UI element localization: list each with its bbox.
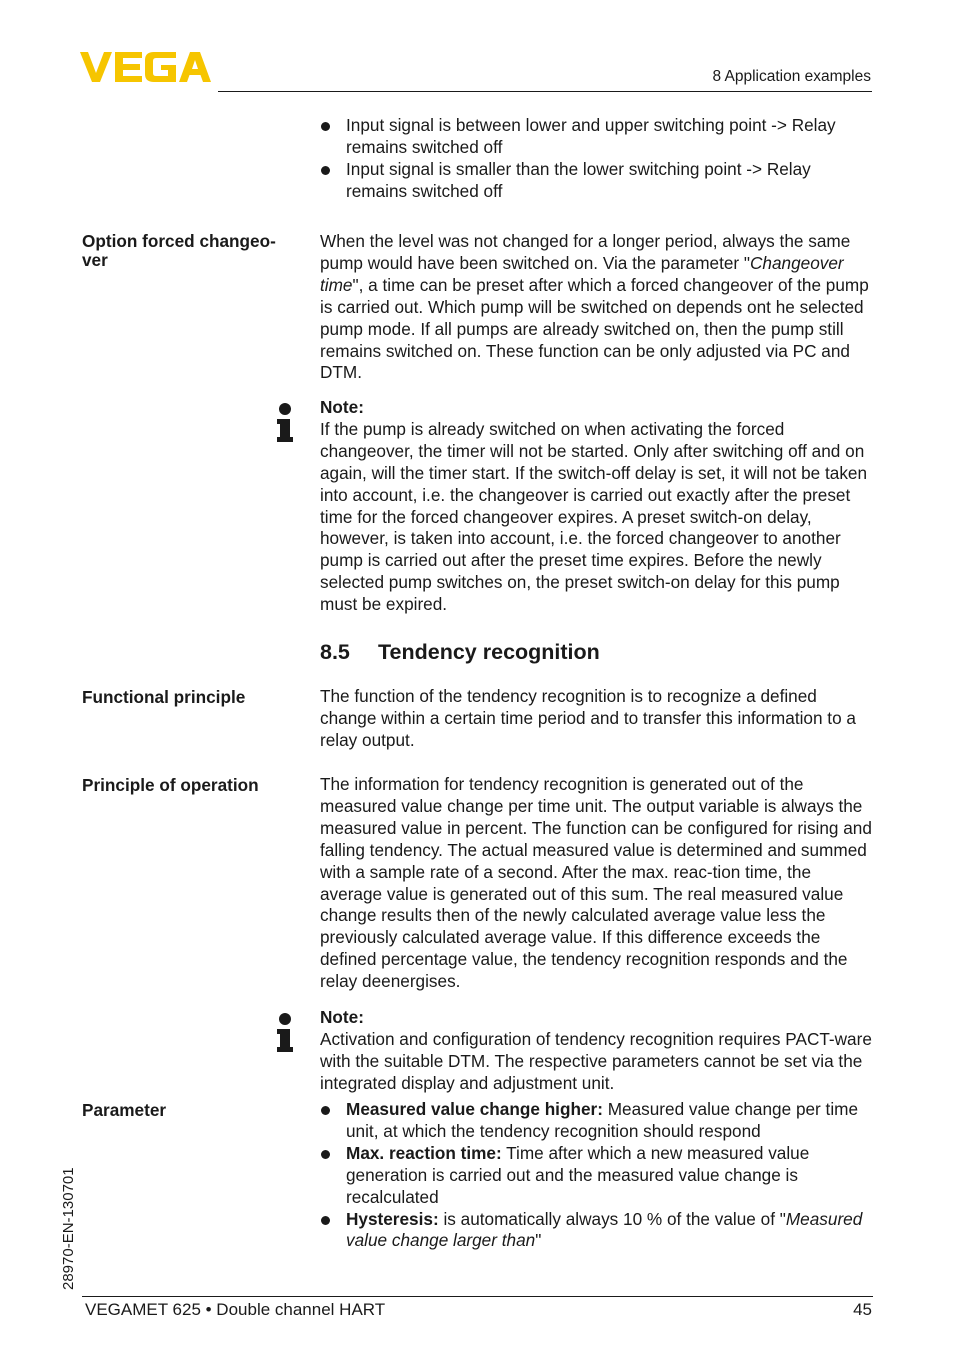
note-2	[320, 1007, 872, 1095]
principle-operation-text: The information for tendency recognition is generated out of the measured value change per time unit. The output variable is always the measured value in percent. The function can be configured for rising and falling tendency. The actual measured value is determined and summed with a sample rate of a second. After the max. reac-tion time, the average value is generated out of this sum. The real measured value change results then of the newly calculated average value less the previously calculated average value. If this difference exceeds the defined percentage value, the tendency recognition responds and the relay deenergises.	[320, 774, 872, 992]
forced-changeover-label: Option forced changeo- ver	[82, 231, 276, 270]
footer-rule	[82, 1296, 873, 1297]
note-1	[320, 397, 872, 616]
functional-principle-label: Functional principle	[82, 687, 246, 707]
list-item: Input signal is between lower and upper switching point -> Relay remains switched off	[320, 115, 872, 159]
list-item: Measured value change higher: Measured value change per time unit, at which the tendency recognition should respond	[320, 1099, 872, 1143]
note-title: Note:	[320, 397, 364, 417]
section-heading	[320, 639, 600, 665]
functional-principle-text: The function of the tendency recognition is to recognize a defined change within a certain time period and to transfer this information to a relay output.	[320, 686, 856, 750]
note-body: Activation and configuration of tendency recognition requires PACT-ware with the suitable DTM. The respective parameters cannot be set via the integrated display and adjustment unit.	[320, 1028, 872, 1093]
note-title: Note:	[320, 1007, 364, 1027]
section-title: Tendency recognition	[378, 640, 600, 664]
parameter-list	[320, 1099, 872, 1252]
list-item: Input signal is smaller than the lower switching point -> Relay remains switched off	[320, 159, 872, 203]
info-icon	[275, 403, 295, 443]
document-code: 28970-EN-130701	[60, 1167, 77, 1290]
section-number: 8.5	[320, 640, 350, 664]
note-body: If the pump is already switched on when activating the forced changeover, the timer will not be started. Only after switching off and on again, will the timer start. If the switch-off delay is set, it will not be taken into account, i.e. the changeover is carried out exactly after the preset time for the forced changeover expires. A preset switch-on delay, however, is taken into account, i.e. the forced changeover to another pump is carried out after the preset time expires. Before the newly selected pump switches on, the preset switch-on delay for this pump must be expired.	[320, 418, 868, 615]
footer-product: VEGAMET 625 • Double channel HART	[85, 1300, 386, 1319]
vega-logo	[80, 51, 212, 83]
section-header: 8 Application examples	[712, 68, 871, 85]
list-item: Hysteresis: is automatically always 10 % of the value of "Measured value change larger than"	[320, 1209, 872, 1253]
parameter-label: Parameter	[82, 1100, 167, 1120]
list-item: Max. reaction time: Time after which a new measured value generation is carried out and the measured value change is recalculated	[320, 1143, 872, 1209]
page-number: 45	[853, 1300, 872, 1319]
forced-changeover-text: When the level was not changed for a longer period, always the same pump would have been switched on. Via the parameter "Changeover time", a time can be preset after which a forced changeover of the pump is carried out. Which pump will be switched on depends ont he selected pump mode. If all pumps are already switched on, then the pump still remains switched on. These function can be only adjusted via PC and DTM.	[320, 231, 869, 383]
intro-bullet-list	[320, 115, 872, 203]
info-icon	[275, 1013, 295, 1053]
header-rule	[218, 91, 872, 92]
principle-operation-label: Principle of operation	[82, 775, 259, 795]
